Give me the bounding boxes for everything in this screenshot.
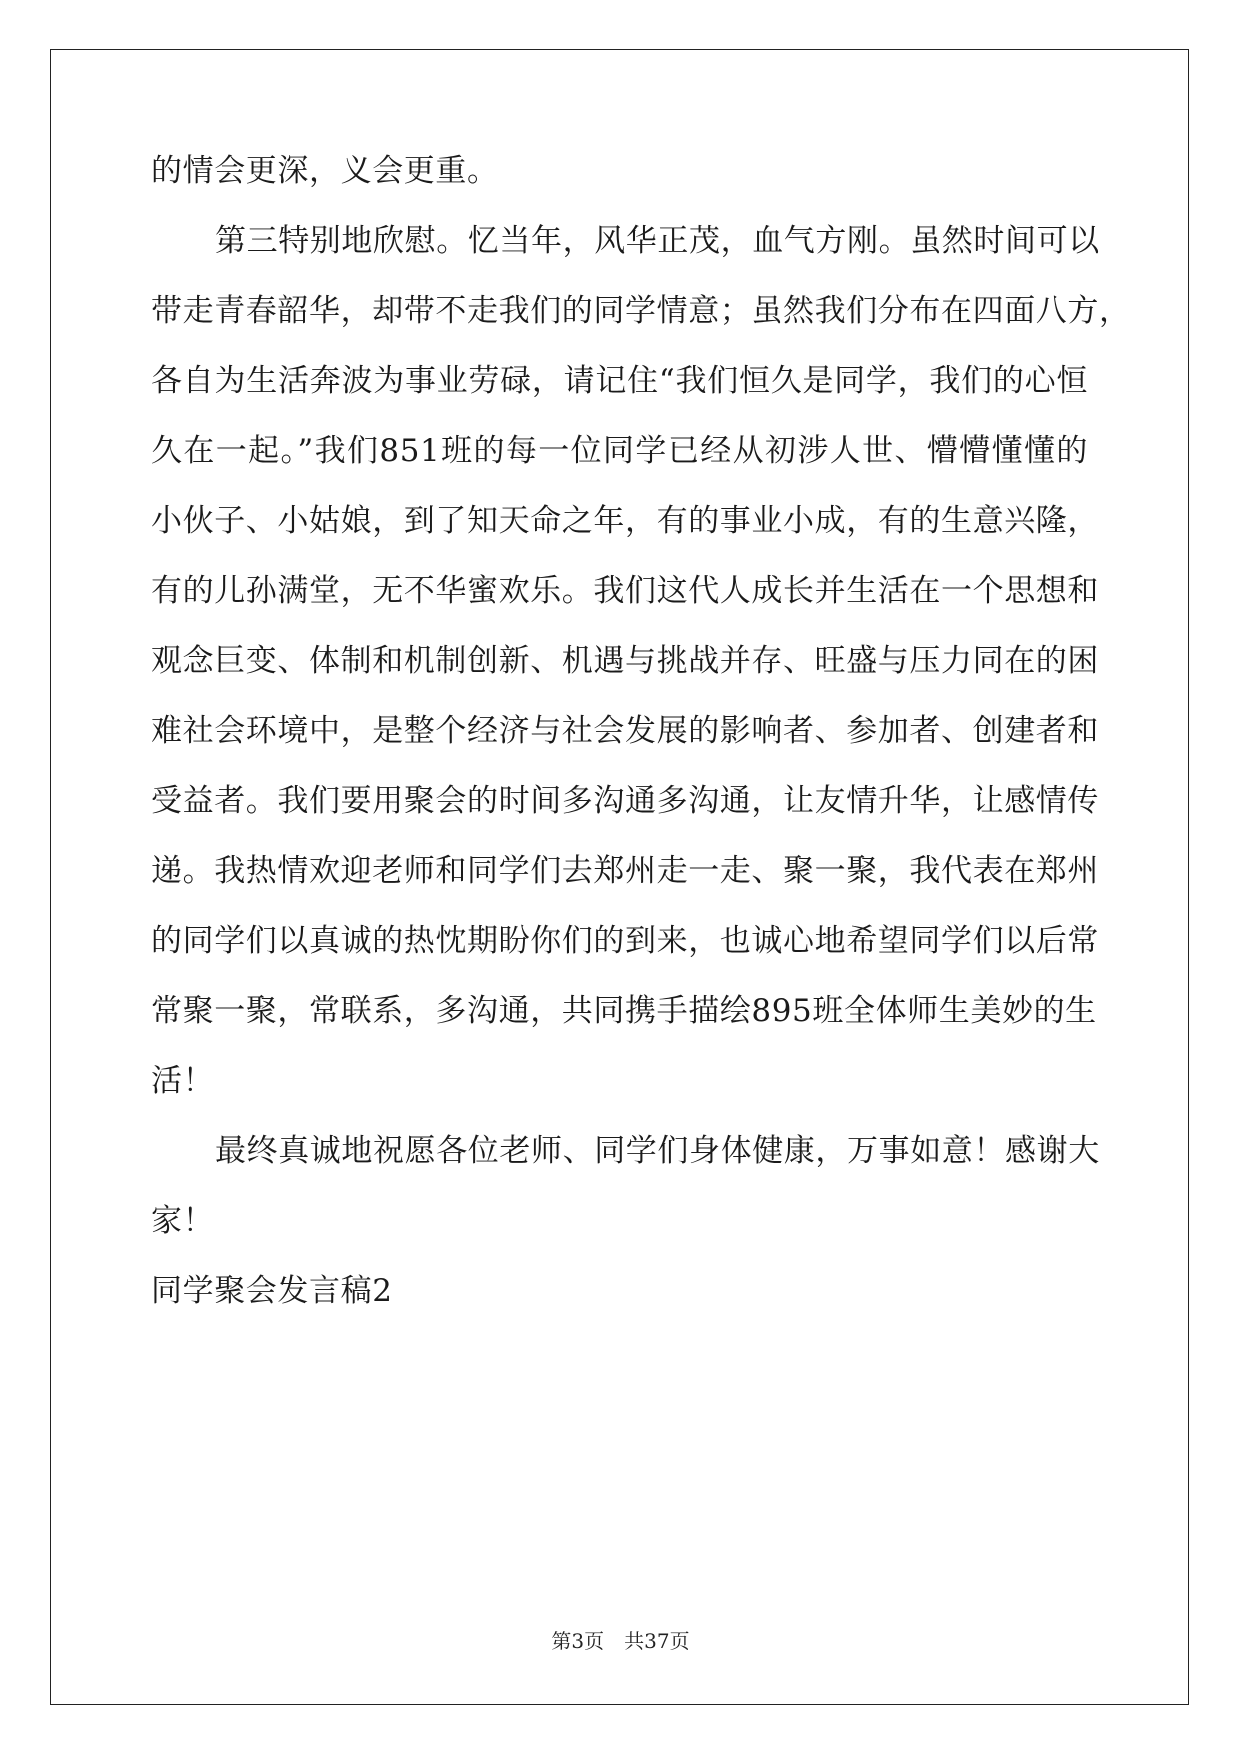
page-footer [0,1628,1241,1654]
text-line: 的同学们以真诚的热忱期盼你们的到来，也诚心地希望同学们以后常 [151,923,1099,959]
text-line: 的情会更深，义会更重。 [151,153,499,189]
text-line: 有的儿孙满堂，无不华蜜欢乐。我们这代人成长并生活在一个思想和 [151,573,1099,609]
text-line: 第三特别地欣慰。忆当年，风华正茂，血气方刚。虽然时间可以 [215,223,1100,259]
page-number: 第3页 共37页 [551,1629,690,1653]
text-line: 受益者。我们要用聚会的时间多沟通多沟通，让友情升华，让感情传 [151,783,1099,819]
text-line: 观念巨变、体制和机制创新、机遇与挑战并存、旺盛与压力同在的困 [151,643,1099,679]
text-line: 带走青春韶华，却带不走我们的同学情意；虽然我们分布在四面八方， [151,293,1131,329]
text-line: 最终真诚地祝愿各位老师、同学们身体健康，万事如意！感谢大 [215,1133,1100,1169]
text-line: 各自为生活奔波为事业劳碌，请记住“我们恒久是同学，我们的心恒 [151,363,1088,399]
section-heading: 同学聚会发言稿2 [151,1273,393,1309]
text-line: 小伙子、小姑娘，到了知天命之年，有的事业小成，有的生意兴隆， [151,503,1099,539]
text-line: 久在一起。”我们851班的每一位同学已经从初涉人世、懵懵懂懂的 [151,433,1088,469]
text-line: 递。我热情欢迎老师和同学们去郑州走一走、聚一聚，我代表在郑州 [151,853,1099,889]
text-line: 难社会环境中，是整个经济与社会发展的影响者、参加者、创建者和 [151,713,1099,749]
text-line: 活！ [151,1063,215,1099]
text-line: 家！ [151,1203,215,1239]
text-line: 常聚一聚，常联系，多沟通，共同携手描绘895班全体师生美妙的生 [151,993,1097,1029]
